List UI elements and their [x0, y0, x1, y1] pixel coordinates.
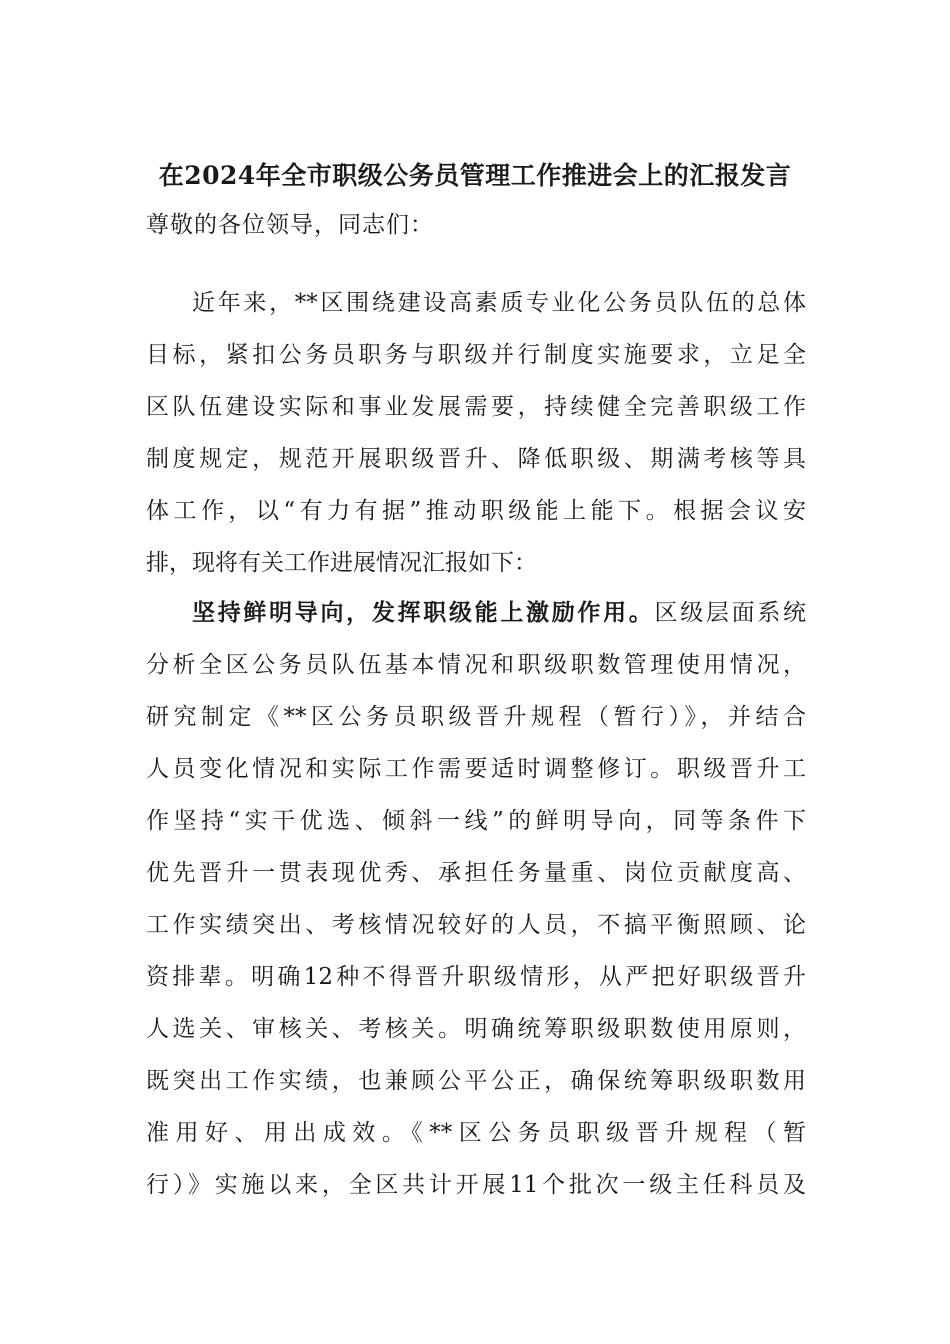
paragraph-intro [146, 277, 806, 589]
salutation: 尊敬的各位领导，同志们： [146, 212, 434, 238]
text-line: 区队伍建设实际和事业发展需要，持续健全完善职级工作 [146, 394, 806, 420]
text-line [146, 587, 806, 639]
text-line: 目标，紧扣公务员职务与职级并行制度实施要求，立足全 [146, 342, 806, 368]
section-heading: 坚持鲜明导向，发挥职级能上激励作用。 [192, 599, 655, 626]
text-line: 优先晋升一贯表现优秀、承担任务量重、岗位贡献度高、 [146, 860, 806, 886]
paragraph-section-1 [146, 587, 806, 1211]
text-line: 作坚持“实干优选、倾斜一线”的鲜明导向，同等条件下 [146, 808, 806, 834]
text-line: 既突出工作实绩，也兼顾公平公正，确保统筹职级职数用 [146, 1068, 806, 1094]
text-line: 体工作，以“有力有据”推动职级能上能下。根据会议安 [146, 498, 806, 524]
text-line: 人选关、审核关、考核关。明确统筹职级职数使用原则， [146, 1016, 806, 1042]
text-line: 近年来，**区围绕建设高素质专业化公务员队伍的总体 [192, 290, 806, 316]
text-line: 准用好、用出成效。《**区公务员职级晋升规程（暂 [146, 1120, 806, 1146]
text-line: 排，现将有关工作进展情况汇报如下： [146, 550, 537, 576]
text-line: 分析全区公务员队伍基本情况和职级职数管理使用情况， [146, 652, 806, 678]
text-line: 研究制定《**区公务员职级晋升规程（暂行）》，并结合 [146, 704, 806, 730]
document-title: 在2024年全市职级公务员管理工作推进会上的汇报发言 [158, 161, 792, 190]
section-heading-continuation: 区级层面系统 [654, 600, 807, 626]
text-line: 工作实绩突出、考核情况较好的人员，不搞平衡照顾、论 [146, 912, 806, 938]
text-line: 制度规定，规范开展职级晋升、降低职级、期满考核等具 [146, 446, 806, 472]
text-line: 行）》实施以来，全区共计开展11个批次一级主任科员及 [146, 1172, 806, 1198]
text-line: 人员变化情况和实际工作需要适时调整修订。职级晋升工 [146, 756, 806, 782]
text-line: 资排辈。明确12种不得晋升职级情形，从严把好职级晋升 [146, 964, 806, 990]
